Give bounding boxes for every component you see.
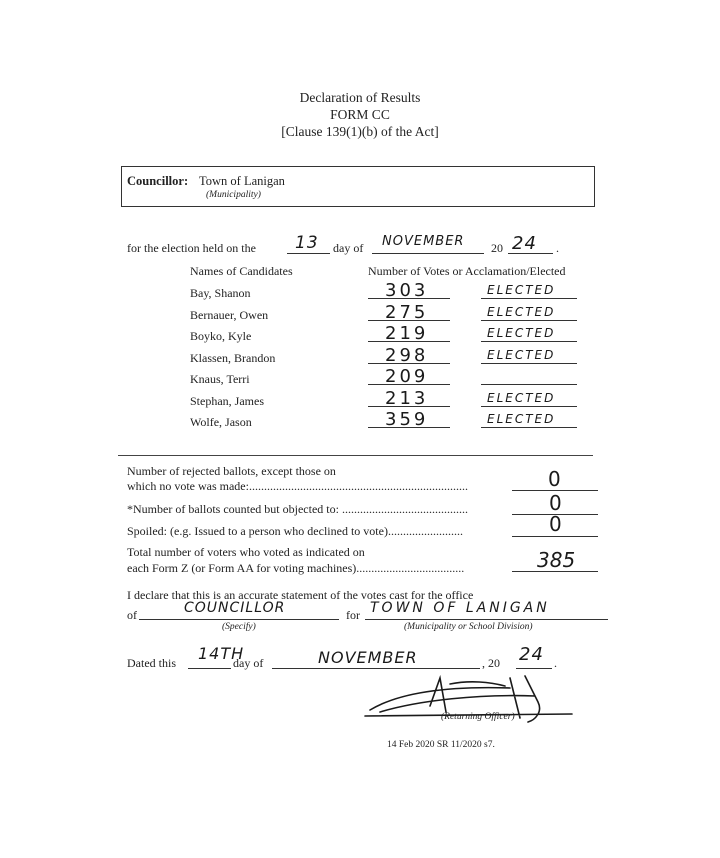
dated-year: 24 bbox=[519, 644, 544, 665]
office-value: COUNCILLOR bbox=[184, 600, 286, 616]
candidate-name: Boyko, Kyle bbox=[190, 329, 252, 343]
dated-month-line bbox=[272, 668, 480, 669]
total-label-line1: Total number of voters who voted as indicated on bbox=[127, 545, 365, 559]
dated-year-prefix: , 20 bbox=[482, 656, 500, 670]
candidates-column-header: Names of Candidates bbox=[190, 264, 293, 278]
election-day: 13 bbox=[295, 233, 319, 253]
candidate-name: Knaus, Terri bbox=[190, 372, 250, 386]
election-month: NOVEMBER bbox=[382, 234, 465, 249]
councillor-box bbox=[121, 166, 595, 207]
candidate-votes: 219 bbox=[385, 323, 429, 344]
votes-column-header: Number of Votes or Acclamation/Elected bbox=[368, 264, 566, 278]
candidate-status: ELECTED bbox=[487, 304, 556, 319]
candidate-status: ELECTED bbox=[487, 390, 556, 405]
objected-value: 0 bbox=[549, 491, 562, 515]
dated-day-of: day of bbox=[233, 656, 264, 670]
candidate-name: Wolfe, Jason bbox=[190, 415, 252, 429]
candidate-votes: 275 bbox=[385, 301, 429, 323]
candidate-votes: 209 bbox=[385, 366, 429, 387]
candidate-status: ELECTED bbox=[487, 347, 556, 362]
election-year-prefix: 20 bbox=[491, 241, 503, 255]
municipality-caption: (Municipality) bbox=[206, 190, 261, 200]
candidate-status-line bbox=[481, 427, 577, 428]
candidate-status: ELECTED bbox=[487, 412, 556, 426]
spoiled-label: Spoiled: (e.g. Issued to a person who declined to vote)......................... bbox=[127, 524, 463, 538]
dated-period: . bbox=[554, 656, 557, 670]
office-caption: (Specify) bbox=[222, 622, 256, 632]
total-value: 385 bbox=[537, 548, 576, 572]
election-month-line bbox=[372, 253, 484, 254]
candidate-votes: 303 bbox=[385, 280, 429, 301]
dated-year-line bbox=[516, 668, 552, 669]
municipality-line bbox=[365, 619, 608, 620]
municipality-for-label: for bbox=[346, 608, 360, 622]
election-date-prefix: for the election held on the bbox=[127, 241, 256, 255]
footer-note: 14 Feb 2020 SR 11/2020 s7. bbox=[387, 740, 495, 750]
candidate-name: Bay, Shanon bbox=[190, 286, 251, 300]
candidate-status-line bbox=[481, 384, 577, 385]
candidate-name: Stephan, James bbox=[190, 393, 264, 408]
rejected-label-line1: Number of rejected ballots, except those on bbox=[127, 464, 336, 478]
candidate-status-line bbox=[481, 298, 577, 299]
rejected-label-line2: which no vote was made:......................................................................... bbox=[127, 479, 468, 493]
election-day-line bbox=[287, 253, 330, 254]
election-year: 24 bbox=[512, 233, 537, 254]
declaration-statement: I declare that this is an accurate statement of the votes cast for the office bbox=[127, 588, 474, 602]
spoiled-value: 0 bbox=[549, 512, 562, 536]
section-divider bbox=[118, 455, 593, 456]
candidate-status-line bbox=[481, 320, 577, 321]
spoiled-value-line bbox=[512, 536, 598, 537]
office-of-label: of bbox=[127, 608, 137, 622]
councillor-value: Town of Lanigan bbox=[199, 174, 285, 188]
total-label-line2: each Form Z (or Form AA for voting machines).................................... bbox=[127, 561, 465, 575]
document-title: Declaration of Results bbox=[299, 90, 421, 105]
election-period: . bbox=[556, 241, 559, 255]
councillor-label: Councillor: bbox=[127, 174, 189, 188]
clause-reference: [Clause 139(1)(b) of the Act] bbox=[281, 124, 439, 139]
dated-prefix: Dated this bbox=[127, 656, 176, 670]
dated-day: 14TH bbox=[198, 644, 245, 663]
candidate-status-line bbox=[481, 406, 577, 407]
form-number: FORM CC bbox=[330, 107, 390, 122]
municipality-caption: (Municipality or School Division) bbox=[404, 622, 533, 632]
municipality-value: TOWN OF LANIGAN bbox=[370, 600, 550, 616]
candidate-votes: 298 bbox=[385, 344, 429, 366]
dated-day-line bbox=[188, 668, 231, 669]
form-header bbox=[0, 89, 720, 140]
objected-label: *Number of ballots counted but objected to: .......................................... bbox=[127, 502, 468, 516]
rejected-value: 0 bbox=[548, 467, 561, 491]
candidate-name: Klassen, Brandon bbox=[190, 350, 276, 365]
candidate-votes: 213 bbox=[385, 387, 429, 409]
dated-month: NOVEMBER bbox=[318, 648, 418, 667]
election-day-of: day of bbox=[333, 241, 364, 255]
candidate-status: ELECTED bbox=[487, 283, 556, 297]
returning-officer-caption: (Returning Officer) bbox=[441, 712, 515, 722]
candidate-votes: 359 bbox=[385, 409, 429, 430]
office-line bbox=[139, 619, 339, 620]
candidate-status-line bbox=[481, 363, 577, 364]
candidate-status-line bbox=[481, 341, 577, 342]
candidate-status: ELECTED bbox=[487, 326, 556, 340]
candidate-name: Bernauer, Owen bbox=[190, 307, 269, 322]
